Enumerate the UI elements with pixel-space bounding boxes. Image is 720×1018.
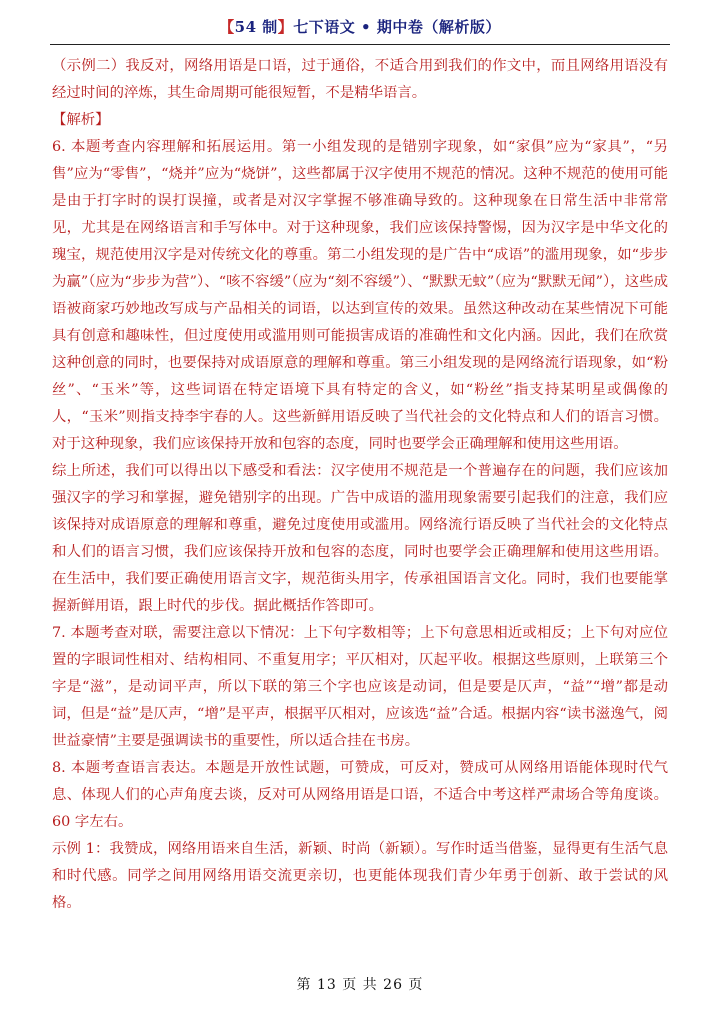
paragraph-q6-analysis: 6. 本题考查内容理解和拓展运用。第一小组发现的是错别字现象，如“家俱”应为“家具”，“另售”应为“零售”，“烧并”应为“烧饼”，这些都属于汉字使用不规范的情况。这种不规范的使用可能是由于打字时的误打误撞，或者是对汉字掌握不够准确导致的。这种现象在日常生活中非常常见，尤其是在网络语言和手写体中。对于这种现象，我们应该保持警惕，因为汉字是中华文化的瑰宝，规范使用汉字是对传统文化的尊重。第二小组发现的是广告中“成语”的滥用现象，如“步步为赢”（应为“步步为营”）、“咳不容缓”（应为“刻不容缓”）、“默默无蚊”（应为“默默无闻”），这些成语被商家巧妙地改写成与产品相关的词语，以达到宣传的效果。虽然这种改动在某些情况下可能具有创意和趣味性，但过度使用或滥用则可能损害成语的准确性和文化内涵。因此，我们在欣赏这种创意的同时，也要保持对成语原意的理解和尊重。第三小组发现的是网络流行语现象，如“粉丝”、“玉米”等，这些词语在特定语境下具有特定的含义，如“粉丝”指支持某明星或偶像的人，“玉米”则指支持李宇春的人。这些新鲜用语反映了当代社会的文化特点和人们的语言习惯。对于这种现象，我们应该保持开放和包容的态度，同时也要学会正确理解和使用这些用语。: [52, 139, 668, 452]
section-label-analysis: 【解析】: [52, 112, 110, 128]
header-title-text: 七下语文 • 期中卷（解析版）: [293, 18, 501, 36]
paragraph-q8-analysis: 8. 本题考查语言表达。本题是开放性试题，可赞成，可反对，赞成可从网络用语能体现时代气息、体现人们的心声角度去谈，反对可从网络用语是口语，不适合中考这样严肃场合等角度谈。60 字左右。: [52, 760, 668, 830]
paragraph-q7-analysis: 7. 本题考查对联，需要注意以下情况：上下句字数相等；上下句意思相近或相反；上下句对应位置的字眼词性相对、结构相同、不重复用字；平仄相对，仄起平收。根据这些原则，上联第三个字是“滋”，是动词平声，所以下联的第三个字也应该是动词，但是要是仄声，“益”“增”都是动词，但是“益”是仄声，“增”是平声，根据平仄相对，应该选“益”合适。根据内容“读书滋逸气，阅世益豪情”主要是强调读书的重要性，所以适合挂在书房。: [52, 625, 668, 749]
paragraph-example-two: （示例二）我反对，网络用语是口语，过于通俗，不适合用到我们的作文中，而且网络用语没有经过时间的淬炼，其生命周期可能很短暂，不是精华语言。: [52, 58, 668, 101]
document-body: [52, 53, 668, 917]
page-header-title: [0, 16, 720, 37]
paragraph-q6-summary: 综上所述，我们可以得出以下感受和看法：汉字使用不规范是一个普遍存在的问题，我们应该加强汉字的学习和掌握，避免错别字的出现。广告中成语的滥用现象需要引起我们的注意，我们应该保持对成语原意的理解和尊重，避免过度使用或滥用。网络流行语反映了当代社会的文化特点和人们的语言习惯，我们应该保持开放和包容的态度，同时也要学会正确理解和使用这些用语。在生活中，我们要正确使用语言文字，规范街头用字，传承祖国语言文化。同时，我们也要能掌握新鲜用语，跟上时代的步伐。据此概括作答即可。: [52, 463, 668, 614]
header-bracket-open: 【: [219, 18, 235, 36]
header-bracket-close: 】: [277, 18, 294, 36]
page-footer-number: 第 13 页 共 26 页: [296, 977, 424, 993]
header-tag: 54 制: [234, 18, 278, 36]
paragraph-q8-example-one: 示例 1：我赞成，网络用语来自生活，新颖、时尚（新颖）。写作时适当借鉴，显得更有生活气息和时代感。同学之间用网络用语交流更亲切，也更能体现我们青少年勇于创新、敢于尝试的风格。: [52, 841, 668, 911]
header-divider: [50, 44, 670, 45]
